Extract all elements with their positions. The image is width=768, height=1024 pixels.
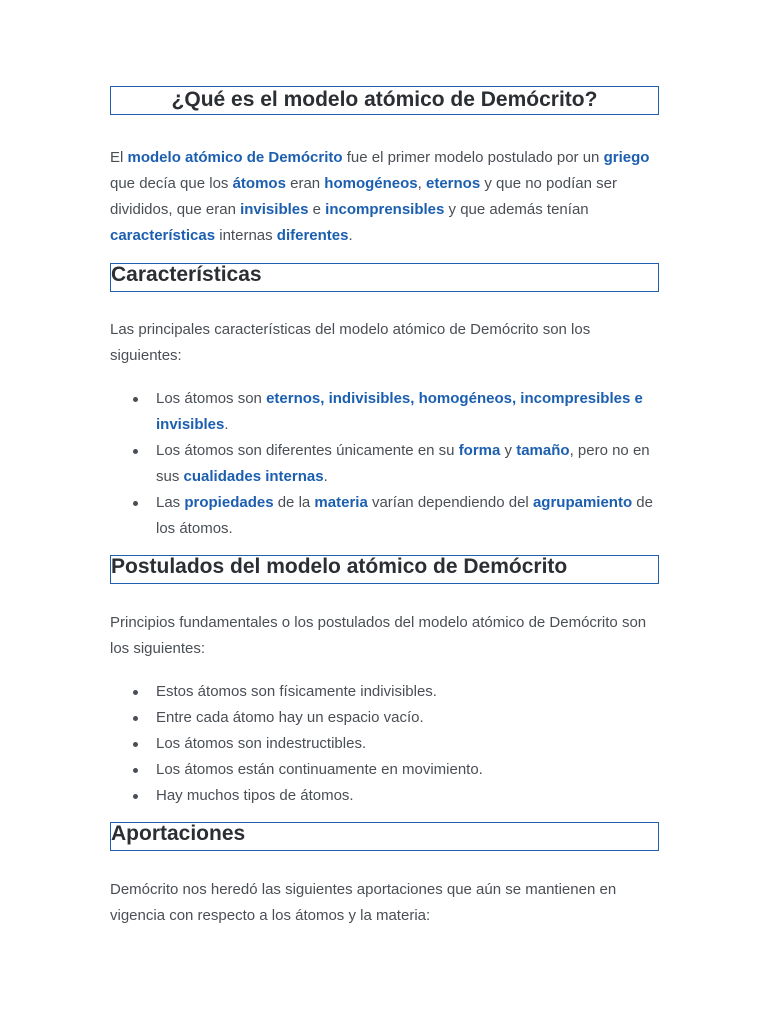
- highlighted-term: homogéneos: [324, 175, 418, 192]
- caracteristicas-intro: Las principales características del modelo atómico de Demócrito son los siguientes:: [110, 321, 591, 364]
- highlighted-term: átomos: [232, 175, 286, 192]
- aportaciones-intro: Demócrito nos heredó las siguientes aportaciones que aún se mantienen en vigencia con respecto a los átomos y la materia:: [110, 881, 617, 924]
- list-item: Los átomos están continuamente en movimiento.: [110, 757, 659, 783]
- highlighted-term: incomprensibles: [325, 201, 445, 218]
- list-item: Los átomos son diferentes únicamente en su forma y tamaño, pero no en sus cualidades internas.: [110, 438, 659, 490]
- highlighted-term: propiedades: [184, 494, 274, 511]
- article: [110, 86, 659, 929]
- list-item: Los átomos son indestructibles.: [110, 731, 659, 757]
- highlighted-term: forma: [458, 442, 501, 459]
- list-item: Las propiedades de la materia varían dependiendo del agrupamiento de los átomos.: [110, 490, 659, 542]
- list-item: Hay muchos tipos de átomos.: [110, 783, 659, 809]
- caracteristicas-list: [110, 386, 659, 542]
- highlighted-term: tamaño: [516, 442, 570, 459]
- highlighted-term: cualidades internas: [183, 468, 324, 485]
- page-title: ¿Qué es el modelo atómico de Demócrito?: [110, 86, 659, 115]
- list-item: Los átomos son eternos, indivisibles, homogéneos, incompresibles e invisibles.: [110, 386, 659, 438]
- highlighted-term: eternos: [425, 175, 481, 192]
- highlighted-term: materia: [314, 494, 368, 511]
- section-heading-aportaciones: Aportaciones: [110, 822, 659, 851]
- highlighted-term: invisibles: [240, 201, 309, 218]
- highlighted-term: eternos, indivisibles, homogéneos, incompresibles e invisibles: [156, 390, 643, 433]
- list-item: Entre cada átomo hay un espacio vacío.: [110, 705, 659, 731]
- section-heading-caracteristicas: Características: [110, 263, 659, 292]
- highlighted-term: características: [110, 227, 216, 244]
- highlighted-term: griego: [603, 149, 650, 166]
- highlighted-term: diferentes: [276, 227, 349, 244]
- postulados-intro: Principios fundamentales o los postulados del modelo atómico de Demócrito son los siguientes:: [110, 614, 647, 657]
- postulados-list: [110, 679, 659, 809]
- intro-paragraph: El modelo atómico de Demócrito fue el primer modelo postulado por un griego que decía que los átomos eran homogéneos, eternos y que no podían ser divididos, que eran invisibles e incomprensibles y que además tenían características internas diferentes.: [110, 149, 650, 244]
- list-item: Estos átomos son físicamente indivisibles.: [110, 679, 659, 705]
- section-heading-postulados: Postulados del modelo atómico de Demócrito: [110, 555, 659, 584]
- highlighted-term: agrupamiento: [532, 494, 633, 511]
- highlighted-term: modelo atómico de Demócrito: [127, 149, 343, 166]
